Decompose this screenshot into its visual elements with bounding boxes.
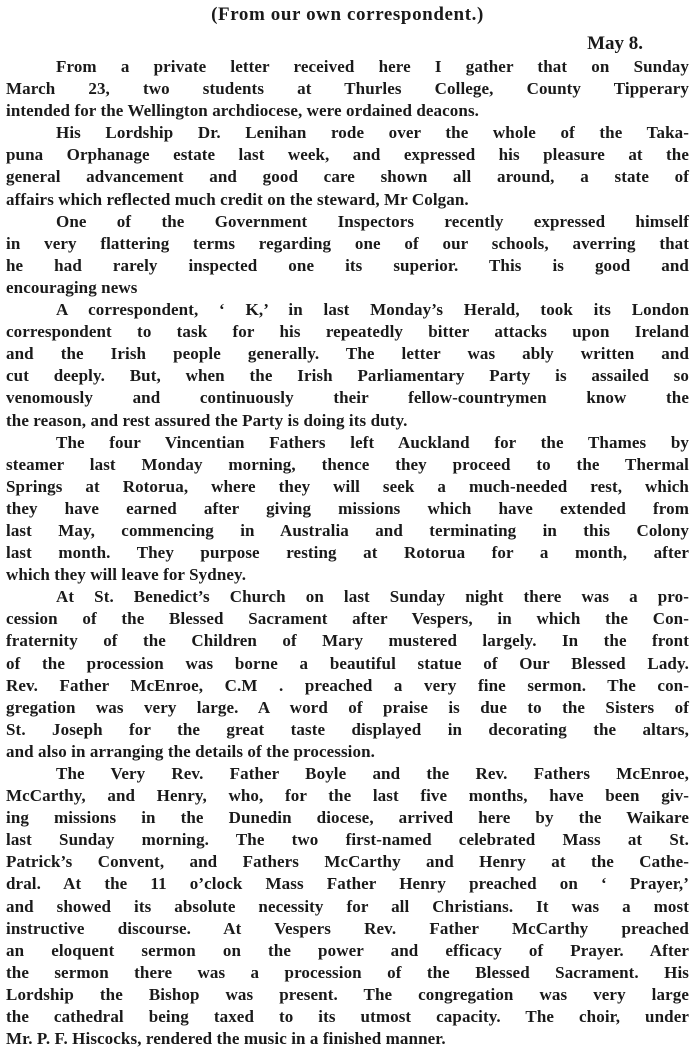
text-line: the reason, and rest assured the Party is doing its duty. — [6, 410, 408, 430]
text-line: Rev. Father McEnroe, C.M . preached a very fine sermon. The con- — [6, 675, 689, 695]
text-line: the cathedral being taxed to its utmost capacity. The choir, under — [6, 1007, 689, 1027]
text-line: venomously and continuously their fellow-countrymen know the — [6, 388, 689, 408]
text-line: A correspondent, ‘ K,’ in last Monday’s Herald, took its London — [56, 300, 689, 320]
article-body — [0, 56, 695, 1050]
text-line: gregation was very large. A word of praise is due to the Sisters of — [6, 697, 689, 717]
text-line: instructive discourse. At Vespers Rev. Father McCarthy preached — [6, 918, 689, 938]
text-line: in very flattering terms regarding one of our schools, averring that — [6, 233, 689, 253]
text-line: affairs which reflected much credit on the steward, Mr Colgan. — [6, 189, 469, 209]
text-line: cession of the Blessed Sacrament after Vespers, in which the Con- — [6, 609, 689, 629]
article-heading: (From our own correspondent.) — [211, 4, 484, 25]
text-line: At St. Benedict’s Church on last Sunday night there was a pro- — [56, 587, 689, 607]
text-line: St. Joseph for the great taste displayed in decorating the altars, — [6, 719, 689, 739]
text-line: he had rarely inspected one its superior. This is good and — [6, 255, 689, 275]
text-line: intended for the Wellington archdiocese, were ordained deacons. — [6, 101, 480, 121]
text-line: Patrick’s Convent, and Fathers McCarthy and Henry at the Cathe- — [6, 852, 689, 872]
text-line: general advancement and good care shown all around, a state of — [6, 167, 689, 187]
text-line: dral. At the 11 o’clock Mass Father Henry preached on ‘ Prayer,’ — [6, 874, 689, 894]
text-line: His Lordship Dr. Lenihan rode over the whole of the Taka- — [56, 123, 689, 143]
text-line: and showed its absolute necessity for all Christians. It was a most — [6, 896, 689, 916]
text-line: and also in arranging the details of the procession. — [6, 741, 375, 761]
text-line: steamer last Monday morning, thence they proceed to the Thermal — [6, 454, 689, 474]
text-line: puna Orphanage estate last week, and expressed his pleasure at the — [6, 145, 689, 165]
text-line: Mr. P. F. Hiscocks, rendered the music in a finished manner. — [6, 1029, 446, 1049]
text-line: correspondent to task for his repeatedly bitter attacks upon Ireland — [6, 322, 689, 342]
text-line: encouraging news — [6, 277, 138, 297]
text-line: Lordship the Bishop was present. The congregation was very large — [6, 984, 689, 1004]
text-line: of the procession was borne a beautiful statue of Our Blessed Lady. — [6, 653, 689, 673]
text-line: The Very Rev. Father Boyle and the Rev. Fathers McEnroe, — [56, 764, 689, 783]
text-line: an eloquent sermon on the power and efficacy of Prayer. After — [6, 940, 689, 960]
text-line: fraternity of the Children of Mary mustered largely. In the front — [6, 631, 689, 651]
text-line: and the Irish people generally. The letter was ably written and — [6, 344, 689, 364]
text-line: which they will leave for Sydney. — [6, 565, 247, 585]
text-line: they have earned after giving missions which have extended from — [6, 498, 689, 518]
text-line: the sermon there was a procession of the Blessed Sacrament. His — [6, 962, 689, 982]
text-line: ing missions in the Dunedin diocese, arrived here by the Waikare — [6, 808, 689, 828]
text-line: March 23, two students at Thurles College, County Tipperary — [6, 79, 689, 99]
text-line: last month. They purpose resting at Rotorua for a month, after — [6, 543, 689, 563]
text-line: last May, commencing in Australia and terminating in this Colony — [6, 520, 689, 540]
text-line: From a private letter received here I gather that on Sunday — [56, 57, 689, 76]
text-line: last Sunday morning. The two first-named celebrated Mass at St. — [6, 830, 689, 850]
text-line: McCarthy, and Henry, who, for the last five months, have been giv- — [6, 786, 689, 806]
text-line: Springs at Rotorua, where they will seek a much-needed rest, which — [6, 476, 689, 496]
text-line: One of the Government Inspectors recently expressed himself — [56, 211, 689, 231]
text-line: cut deeply. But, when the Irish Parliamentary Party is assailed so — [6, 366, 689, 386]
article-dateline: May 8. — [587, 33, 643, 54]
text-line: The four Vincentian Fathers left Auckland for the Thames by — [56, 432, 689, 452]
